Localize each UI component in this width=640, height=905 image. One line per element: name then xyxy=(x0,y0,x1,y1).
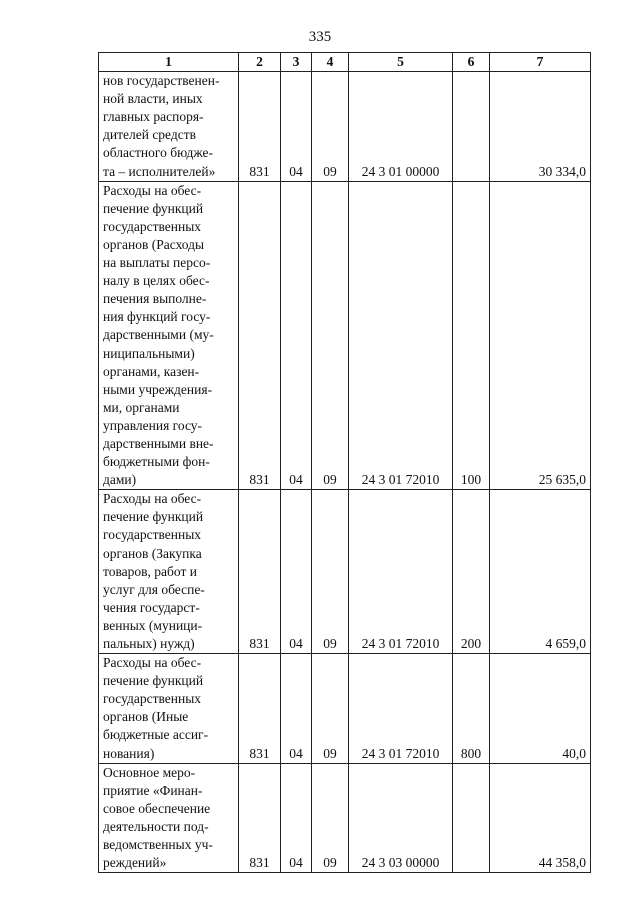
item-name-line: ниципальными) xyxy=(103,345,195,361)
amount-cell: 40,0 xyxy=(490,654,591,764)
target-article-cell: 24 3 01 72010 xyxy=(349,181,453,490)
item-name-line: Расходы на обес- xyxy=(103,182,202,198)
item-name-line: ния функций госу- xyxy=(103,309,211,325)
amount-cell: 4 659,0 xyxy=(490,490,591,654)
item-name-line: главных распоря- xyxy=(103,109,204,125)
item-name-line: деятельности под- xyxy=(103,818,209,834)
item-name-line: нов государственен- xyxy=(103,73,220,89)
item-name-line: государственных xyxy=(103,218,202,234)
table-row xyxy=(99,654,591,764)
item-name-line: ной власти, иных xyxy=(103,91,203,107)
amount-cell: 30 334,0 xyxy=(490,72,591,182)
ministry-code-cell: 831 xyxy=(239,763,281,873)
item-name-cell xyxy=(99,763,239,873)
item-name-line: ми, органами xyxy=(103,399,180,415)
item-name-line: печения выполне- xyxy=(103,291,207,307)
item-name-line: печение функций xyxy=(103,509,204,525)
subsection-code-cell: 09 xyxy=(312,72,349,182)
section-code-cell: 04 xyxy=(281,654,312,764)
ministry-code-cell: 831 xyxy=(239,72,281,182)
target-article-cell: 24 3 01 00000 xyxy=(349,72,453,182)
item-name-line: ведомственных уч- xyxy=(103,837,213,853)
item-name-line: управления госу- xyxy=(103,417,203,433)
item-name-line: областного бюдже- xyxy=(103,145,213,161)
section-code-cell: 04 xyxy=(281,490,312,654)
target-article-cell: 24 3 01 72010 xyxy=(349,654,453,764)
header-row xyxy=(99,53,591,72)
item-name-line: органов (Иные xyxy=(103,709,189,725)
item-name-cell xyxy=(99,181,239,490)
item-name-line: органами, казен- xyxy=(103,363,200,379)
subsection-code-cell: 09 xyxy=(312,490,349,654)
target-article-cell: 24 3 01 72010 xyxy=(349,490,453,654)
item-name-line: нования) xyxy=(103,745,155,761)
item-name-cell xyxy=(99,654,239,764)
table-row xyxy=(99,763,591,873)
ministry-code-cell: 831 xyxy=(239,181,281,490)
table-row xyxy=(99,181,591,490)
column-header: 5 xyxy=(349,53,453,72)
expense-type-cell: 200 xyxy=(453,490,490,654)
target-article-cell: 24 3 03 00000 xyxy=(349,763,453,873)
subsection-code-cell: 09 xyxy=(312,763,349,873)
item-name-cell xyxy=(99,490,239,654)
section-code-cell: 04 xyxy=(281,763,312,873)
item-name-line: услуг для обеспе- xyxy=(103,581,205,597)
subsection-code-cell: 09 xyxy=(312,654,349,764)
item-name-line: налу в целях обес- xyxy=(103,273,210,289)
column-header: 4 xyxy=(312,53,349,72)
item-name-line: совое обеспечение xyxy=(103,800,211,816)
item-name-line: государственных xyxy=(103,527,202,543)
expense-type-cell: 800 xyxy=(453,654,490,764)
expense-type-cell xyxy=(453,763,490,873)
table-row xyxy=(99,490,591,654)
item-name-line: Расходы на обес- xyxy=(103,655,202,671)
item-name-line: дарственными (му- xyxy=(103,327,214,343)
table-row xyxy=(99,72,591,182)
item-name-line: органов (Расходы xyxy=(103,236,205,252)
amount-cell: 44 358,0 xyxy=(490,763,591,873)
item-name-line: дарственными вне- xyxy=(103,435,214,451)
item-name-line: та – исполнителей» xyxy=(103,163,216,179)
page-number: 335 xyxy=(308,29,332,45)
column-header: 7 xyxy=(490,53,591,72)
item-name-line: на выплаты персо- xyxy=(103,255,211,271)
item-name-line: дами) xyxy=(103,472,137,488)
item-name-line: дителей средств xyxy=(103,127,197,143)
item-name-line: реждений» xyxy=(103,855,167,871)
item-name-line: печение функций xyxy=(103,200,204,216)
item-name-line: чения государст- xyxy=(103,599,200,615)
item-name-line: Основное меро- xyxy=(103,764,196,780)
item-name-cell xyxy=(99,72,239,182)
budget-table xyxy=(98,52,591,873)
expense-type-cell xyxy=(453,72,490,182)
subsection-code-cell: 09 xyxy=(312,181,349,490)
item-name-line: государственных xyxy=(103,691,202,707)
ministry-code-cell: 831 xyxy=(239,654,281,764)
item-name-line: пальных) нужд) xyxy=(103,636,195,651)
item-name-line: ными учреждения- xyxy=(103,381,213,397)
ministry-code-cell: 831 xyxy=(239,490,281,654)
item-name-line: Расходы на обес- xyxy=(103,491,202,507)
item-name-line: приятие «Финан- xyxy=(103,782,203,798)
column-header: 6 xyxy=(453,53,490,72)
column-header: 3 xyxy=(281,53,312,72)
section-code-cell: 04 xyxy=(281,72,312,182)
item-name-line: бюджетными фон- xyxy=(103,454,210,470)
item-name-line: товаров, работ и xyxy=(103,563,197,579)
column-header: 2 xyxy=(239,53,281,72)
amount-cell: 25 635,0 xyxy=(490,181,591,490)
item-name-line: органов (Закупка xyxy=(103,545,202,561)
item-name-line: бюджетные ассиг- xyxy=(103,727,209,743)
column-header: 1 xyxy=(99,53,239,72)
item-name-line: венных (муници- xyxy=(103,617,203,633)
item-name-line: печение функций xyxy=(103,673,204,689)
expense-type-cell: 100 xyxy=(453,181,490,490)
section-code-cell: 04 xyxy=(281,181,312,490)
